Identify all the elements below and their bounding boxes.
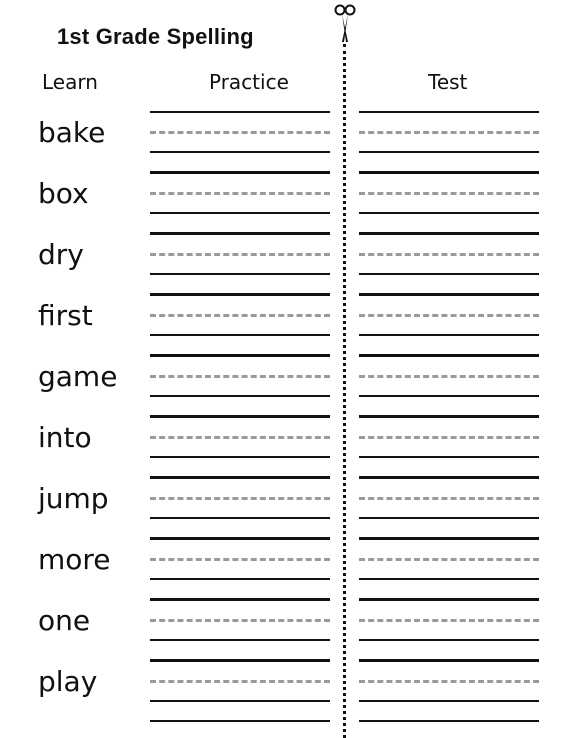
solid-guide-line (150, 639, 330, 641)
test-writing-lines[interactable] (359, 416, 539, 478)
solid-guide-line (150, 355, 330, 357)
dashed-guide-line (150, 619, 330, 622)
word-row (0, 416, 570, 478)
solid-guide-line (359, 294, 539, 296)
practice-writing-lines[interactable] (150, 416, 330, 478)
solid-guide-line (150, 720, 330, 722)
solid-guide-line (150, 294, 330, 296)
dashed-guide-line (150, 497, 330, 500)
solid-guide-line (359, 477, 539, 479)
dashed-guide-line (359, 131, 539, 134)
solid-guide-line (359, 599, 539, 601)
practice-writing-lines[interactable] (150, 599, 330, 661)
word-row (0, 111, 570, 173)
solid-guide-line (359, 538, 539, 540)
solid-guide-line (359, 720, 539, 722)
solid-guide-line (359, 233, 539, 235)
spelling-word: first (38, 299, 93, 332)
test-writing-lines[interactable] (359, 294, 539, 356)
solid-guide-line (359, 151, 539, 153)
solid-guide-line (150, 538, 330, 540)
solid-guide-line (150, 578, 330, 580)
spelling-word: bake (38, 116, 106, 149)
dashed-guide-line (150, 375, 330, 378)
word-row (0, 294, 570, 356)
dashed-guide-line (359, 192, 539, 195)
spelling-word: one (38, 604, 91, 637)
practice-writing-lines[interactable] (150, 477, 330, 539)
solid-guide-line (359, 700, 539, 702)
test-writing-lines[interactable] (359, 111, 539, 173)
header-practice: Practice (209, 70, 289, 94)
dashed-guide-line (359, 436, 539, 439)
solid-guide-line (150, 151, 330, 153)
practice-writing-lines[interactable] (150, 355, 330, 417)
dashed-guide-line (150, 131, 330, 134)
dashed-guide-line (150, 436, 330, 439)
solid-guide-line (150, 517, 330, 519)
word-row (0, 599, 570, 661)
solid-guide-line (359, 578, 539, 580)
spelling-word: dry (38, 238, 84, 271)
solid-guide-line (359, 273, 539, 275)
word-row (0, 233, 570, 295)
solid-guide-line (359, 456, 539, 458)
word-row (0, 355, 570, 417)
word-row (0, 660, 570, 722)
solid-guide-line (150, 273, 330, 275)
header-test: Test (428, 70, 468, 94)
spelling-word: jump (38, 482, 109, 515)
dashed-guide-line (359, 375, 539, 378)
spelling-word: play (38, 665, 98, 698)
dashed-guide-line (150, 314, 330, 317)
solid-guide-line (150, 599, 330, 601)
word-row (0, 538, 570, 600)
dashed-guide-line (150, 558, 330, 561)
practice-writing-lines[interactable] (150, 294, 330, 356)
dashed-guide-line (150, 192, 330, 195)
dashed-guide-line (359, 253, 539, 256)
solid-guide-line (359, 111, 539, 113)
practice-writing-lines[interactable] (150, 233, 330, 295)
word-row (0, 172, 570, 234)
dashed-guide-line (150, 253, 330, 256)
solid-guide-line (359, 416, 539, 418)
solid-guide-line (150, 395, 330, 397)
solid-guide-line (150, 334, 330, 336)
solid-guide-line (359, 172, 539, 174)
practice-writing-lines[interactable] (150, 660, 330, 722)
scissors-icon (334, 2, 356, 46)
solid-guide-line (359, 355, 539, 357)
test-writing-lines[interactable] (359, 172, 539, 234)
dashed-guide-line (359, 680, 539, 683)
solid-guide-line (359, 395, 539, 397)
solid-guide-line (150, 700, 330, 702)
worksheet-title: 1st Grade Spelling (57, 24, 254, 49)
dashed-guide-line (359, 619, 539, 622)
header-learn: Learn (42, 70, 98, 94)
test-writing-lines[interactable] (359, 477, 539, 539)
solid-guide-line (150, 477, 330, 479)
practice-writing-lines[interactable] (150, 172, 330, 234)
spelling-word: game (38, 360, 118, 393)
dashed-guide-line (150, 680, 330, 683)
dashed-guide-line (359, 497, 539, 500)
solid-guide-line (150, 172, 330, 174)
solid-guide-line (359, 334, 539, 336)
solid-guide-line (359, 639, 539, 641)
solid-guide-line (359, 212, 539, 214)
spelling-word: box (38, 177, 89, 210)
test-writing-lines[interactable] (359, 355, 539, 417)
practice-writing-lines[interactable] (150, 538, 330, 600)
solid-guide-line (150, 660, 330, 662)
practice-writing-lines[interactable] (150, 111, 330, 173)
solid-guide-line (150, 416, 330, 418)
solid-guide-line (359, 660, 539, 662)
solid-guide-line (150, 111, 330, 113)
test-writing-lines[interactable] (359, 660, 539, 722)
solid-guide-line (150, 233, 330, 235)
dashed-guide-line (359, 558, 539, 561)
spelling-word: more (38, 543, 111, 576)
solid-guide-line (359, 517, 539, 519)
word-row (0, 477, 570, 539)
spelling-word: into (38, 421, 92, 454)
test-writing-lines[interactable] (359, 538, 539, 600)
test-writing-lines[interactable] (359, 599, 539, 661)
solid-guide-line (150, 456, 330, 458)
test-writing-lines[interactable] (359, 233, 539, 295)
dashed-guide-line (359, 314, 539, 317)
solid-guide-line (150, 212, 330, 214)
